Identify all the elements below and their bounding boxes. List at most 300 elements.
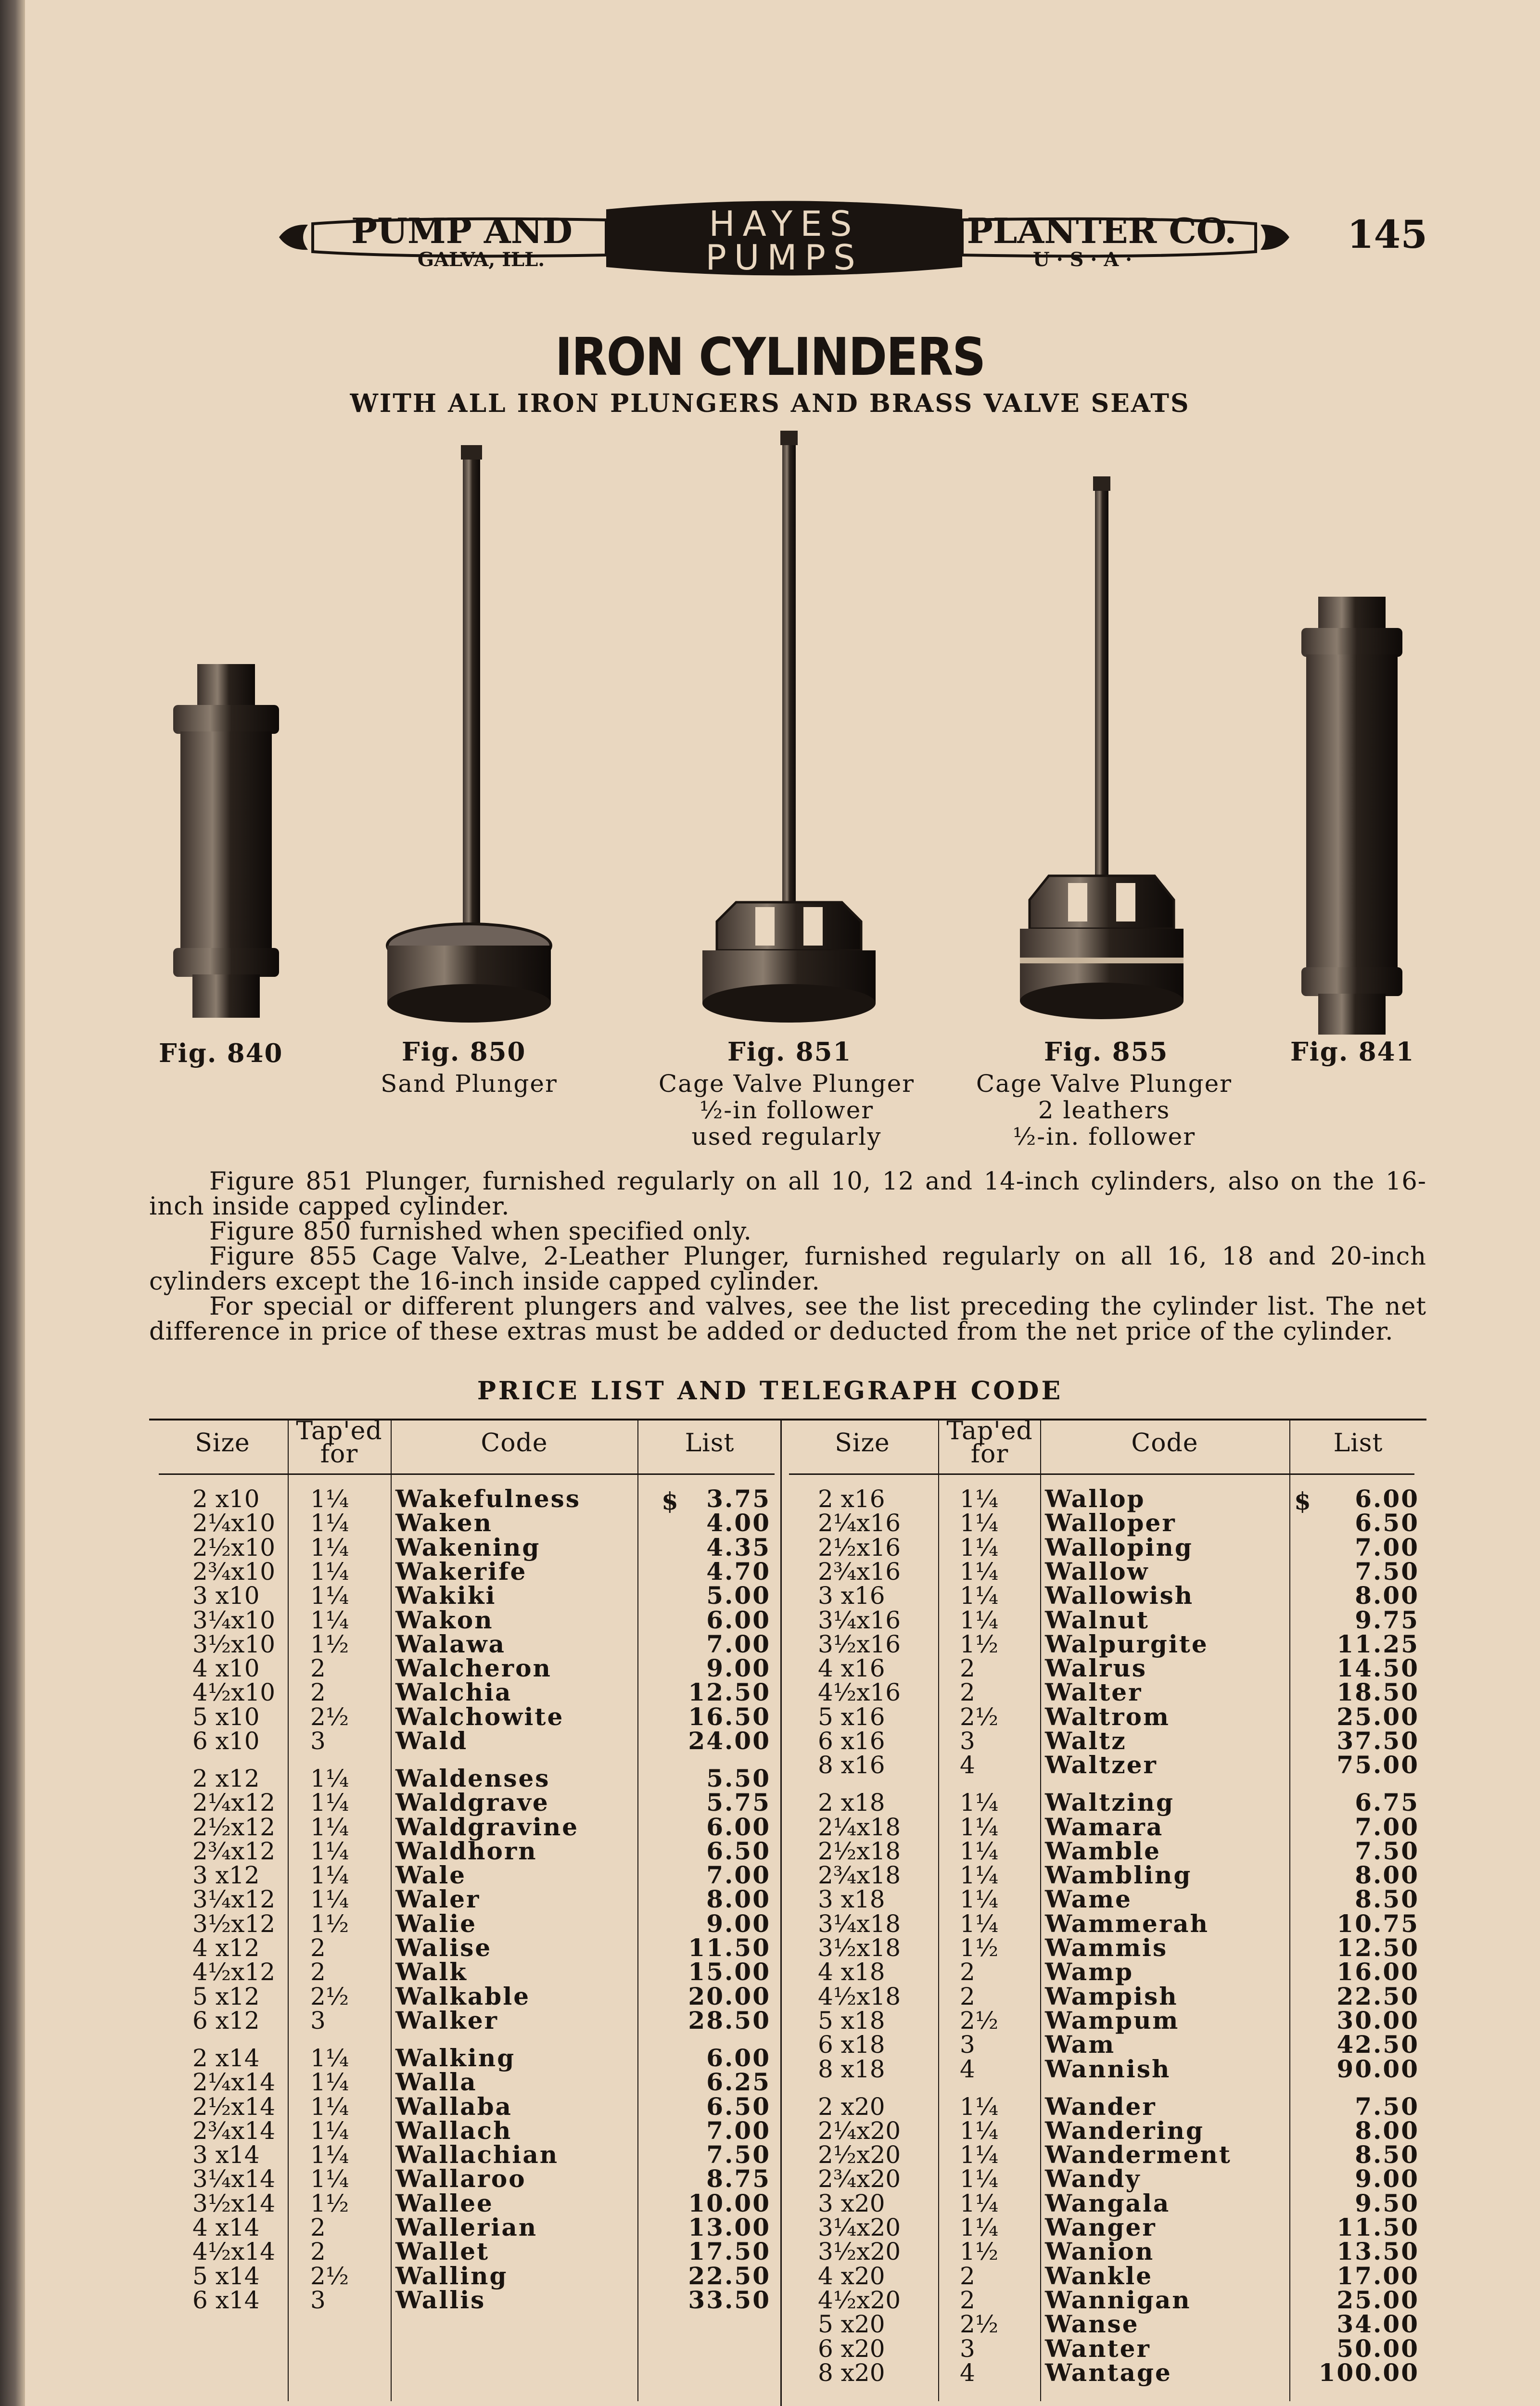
cell-tap: 1½: [310, 1910, 349, 1938]
cell-list: 34.00: [1336, 2310, 1419, 2338]
cell-tap: 1¼: [960, 1789, 999, 1817]
cell-tap: 3: [310, 2007, 326, 2035]
cell-code: Wankle: [1045, 2262, 1153, 2290]
cell-size: 6 x16: [818, 1727, 885, 1755]
cell-tap: 3: [960, 2031, 975, 2059]
table-center-divider: [780, 1420, 782, 2406]
cell-size: 2 x18: [818, 1789, 885, 1817]
cell-tap: 2½: [960, 2007, 999, 2035]
cell-size: 2¼x16: [818, 1509, 901, 1537]
cell-tap: 1¼: [960, 2214, 999, 2241]
cell-code: Wakiki: [395, 1581, 496, 1610]
cell-list: 100.00: [1318, 2358, 1419, 2387]
fig-855-label: Fig. 855: [1044, 1037, 1169, 1067]
cell-size: 2½x14: [192, 2093, 276, 2121]
cell-size: 2½x18: [818, 1837, 901, 1865]
cell-size: 4½x20: [818, 2286, 901, 2314]
cell-code: Wannish: [1045, 2055, 1171, 2083]
cell-list: 25.00: [1336, 1702, 1419, 1731]
cell-tap: 1½: [960, 1630, 999, 1658]
cell-code: Wakerife: [395, 1557, 527, 1586]
cell-size: 5 x14: [192, 2262, 260, 2290]
cell-list: 22.50: [688, 2262, 771, 2290]
cell-list: 6.00: [706, 1813, 771, 1841]
cell-size: 4 x10: [192, 1654, 260, 1682]
cell-tap: 1¼: [310, 1813, 349, 1841]
cell-size: 3¼x18: [818, 1910, 901, 1938]
cell-size: 2¾x12: [192, 1837, 276, 1865]
cell-list: 9.75: [1355, 1606, 1419, 1634]
cell-tap: 1½: [960, 1934, 999, 1962]
cell-tap: 1½: [960, 2238, 999, 2265]
fig-855-description: [960, 1071, 1248, 1150]
cell-code: Wander: [1045, 2092, 1157, 2121]
cell-tap: 1¼: [960, 1534, 999, 1561]
fig-840-cylinder-illustration: [154, 659, 298, 1039]
header-tapped-right-line-1: Tap'ed: [946, 1417, 1033, 1446]
header-tapped-right-line-2: for: [970, 1440, 1009, 1469]
cell-code: Wale: [395, 1861, 467, 1889]
cell-list: 16.00: [1336, 1958, 1419, 1986]
cell-list: 9.50: [1355, 2189, 1419, 2217]
cell-size: 2 x10: [192, 1485, 260, 1513]
cell-code: Walter: [1045, 1678, 1143, 1706]
cell-tap: 2½: [310, 2262, 349, 2290]
cell-tap: 2½: [960, 1703, 999, 1731]
fig-855-desc-line-3: ½-in. follower: [1012, 1123, 1196, 1151]
cell-code: Wammis: [1045, 1933, 1168, 1962]
cell-tap: 2: [960, 1654, 975, 1682]
cell-size: 5 x18: [818, 2007, 885, 2035]
cell-size: 2¼x12: [192, 1789, 276, 1817]
cell-code: Wampish: [1045, 1982, 1178, 2010]
cell-code: Wanion: [1045, 2237, 1155, 2265]
cell-list: 7.50: [1355, 1557, 1419, 1586]
cell-tap: 1½: [310, 2189, 349, 2217]
cell-tap: 1¼: [310, 1765, 349, 1792]
fig-841-cylinder-illustration: [1280, 592, 1424, 1039]
cell-list: 7.00: [706, 2116, 771, 2145]
cell-tap: 1¼: [310, 2068, 349, 2096]
cell-tap: 2½: [310, 1703, 349, 1731]
col-rule-left-2: [391, 1420, 392, 2401]
cell-code: Wandy: [1045, 2164, 1141, 2193]
cell-code: Wallop: [1045, 1485, 1145, 1513]
cell-list: 5.00: [706, 1581, 771, 1610]
cell-tap: 1¼: [310, 1509, 349, 1537]
cell-size: 3 x18: [818, 1885, 885, 1913]
cell-tap: 1¼: [310, 1534, 349, 1561]
cell-code: Walkable: [395, 1982, 531, 2010]
cell-list: 9.00: [706, 1909, 771, 1938]
fig-851-desc-line-3: used regularly: [691, 1123, 882, 1151]
cell-list: 17.00: [1336, 2262, 1419, 2290]
cell-size: 4 x14: [192, 2214, 260, 2241]
cell-code: Walrus: [1045, 1654, 1147, 1682]
fig-851-desc-line-1: Cage Valve Plunger: [658, 1070, 915, 1098]
cell-list: 10.75: [1336, 1909, 1419, 1938]
cell-code: Wannigan: [1045, 2286, 1191, 2314]
cell-size: 2 x20: [818, 2093, 885, 2121]
cell-code: Wakening: [395, 1533, 541, 1561]
fig-855-desc-line-1: Cage Valve Plunger: [976, 1070, 1233, 1098]
fig-851-label: Fig. 851: [727, 1037, 852, 1067]
header-size-right: Size: [835, 1429, 890, 1458]
cell-tap: 1¼: [310, 1606, 349, 1634]
header-list-left: List: [685, 1429, 735, 1458]
cell-list: 30.00: [1336, 2006, 1419, 2035]
cell-list: 4.70: [706, 1557, 771, 1586]
cell-size: 4 x18: [818, 1958, 885, 1986]
cell-size: 3 x10: [192, 1582, 260, 1610]
cell-tap: 1½: [310, 1630, 349, 1658]
cell-code: Waler: [395, 1885, 481, 1913]
cell-code: Wald: [395, 1727, 468, 1755]
fig-851-cage-valve-plunger-illustration: [698, 431, 880, 1030]
col-rule-right-2: [1040, 1420, 1041, 2401]
cell-tap: 1¼: [310, 1558, 349, 1586]
table-header-rule-left: [159, 1473, 775, 1475]
page-title: IRON CYLINDERS: [555, 327, 985, 387]
cell-code: Waltzing: [1045, 1788, 1174, 1817]
cell-tap: 2: [310, 1958, 326, 1986]
cell-size: 3½x20: [818, 2238, 901, 2265]
cell-tap: 3: [310, 2286, 326, 2314]
banner-right-country: U · S · A ·: [1032, 248, 1133, 271]
cell-code: Wallaroo: [395, 2164, 526, 2193]
cell-size: 4½x12: [192, 1958, 276, 1986]
cell-code: Walchowite: [395, 1702, 564, 1731]
cell-code: Wampum: [1045, 2006, 1180, 2035]
cell-list: 6.50: [706, 2092, 771, 2121]
cell-list: 8.50: [1355, 1885, 1419, 1913]
cell-code: Waltrom: [1045, 1702, 1170, 1731]
cell-tap: 1¼: [310, 2044, 349, 2072]
cell-list: 11.50: [688, 1933, 771, 1962]
cell-code: Wantage: [1045, 2358, 1172, 2387]
cell-size: 2¾x20: [818, 2165, 901, 2193]
cell-size: 3¼x16: [818, 1606, 901, 1634]
fig-850-label: Fig. 850: [402, 1037, 526, 1067]
cell-list: 90.00: [1336, 2055, 1419, 2083]
cell-list: 33.50: [688, 2286, 771, 2314]
cell-list: 42.50: [1336, 2030, 1419, 2059]
cell-code: Walk: [395, 1958, 468, 1986]
cell-tap: 2½: [310, 1983, 349, 2010]
cell-tap: 4: [960, 1751, 975, 1779]
cell-size: 4 x20: [818, 2262, 885, 2290]
cell-size: 5 x16: [818, 1703, 885, 1731]
cell-list: 8.00: [1355, 2116, 1419, 2145]
cell-code: Wallee: [395, 2189, 494, 2217]
cell-list: 24.00: [688, 1727, 771, 1755]
cell-list: 10.00: [688, 2189, 771, 2217]
banner-center-top: HAYES: [709, 204, 860, 244]
cell-tap: 2: [960, 1678, 975, 1706]
cell-code: Wammerah: [1045, 1909, 1209, 1938]
cell-size: 5 x10: [192, 1703, 260, 1731]
cell-list: 9.00: [706, 1654, 771, 1682]
cell-size: 5 x20: [818, 2310, 885, 2338]
cell-code: Wallowish: [1045, 1581, 1194, 1610]
cell-size: 2½x10: [192, 1534, 276, 1561]
cell-size: 3¼x14: [192, 2165, 276, 2193]
cell-size: 3 x16: [818, 1582, 885, 1610]
cell-list: 8.00: [706, 1885, 771, 1913]
cell-list: 6.00: [706, 1606, 771, 1634]
cell-list: 7.50: [706, 2140, 771, 2169]
cell-list: 8.00: [1355, 1861, 1419, 1889]
cell-list: 9.00: [1355, 2164, 1419, 2193]
banner-left-city: GALVA, ILL.: [417, 248, 545, 271]
cell-code: Waltz: [1045, 1727, 1127, 1755]
header-tapped-left-line-2: for: [320, 1440, 358, 1469]
cell-tap: 1¼: [960, 2093, 999, 2121]
page-number: 145: [1347, 212, 1427, 257]
cell-list: 16.50: [688, 1702, 771, 1731]
cell-tap: 2: [960, 1983, 975, 2010]
cell-code: Wandering: [1045, 2116, 1204, 2145]
cell-code: Walie: [395, 1909, 477, 1938]
cell-list: 6.75: [1355, 1788, 1419, 1817]
cell-code: Walloping: [1045, 1533, 1193, 1561]
cell-list: 8.75: [706, 2164, 771, 2193]
cell-list: 6.25: [706, 2068, 771, 2096]
fig-850-sand-plunger-illustration: [380, 445, 558, 1030]
cell-list: 13.50: [1336, 2237, 1419, 2265]
cell-code: Walking: [395, 2044, 516, 2072]
fig-850-description: [366, 1071, 573, 1097]
cell-size: 8 x20: [818, 2359, 885, 2387]
cell-list: 22.50: [1336, 1982, 1419, 2010]
cell-size: 2 x14: [192, 2044, 260, 2072]
cell-code: Walpurgite: [1045, 1630, 1209, 1658]
fig-840-label: Fig. 840: [159, 1038, 283, 1068]
cell-list: 28.50: [688, 2006, 771, 2035]
cell-list: 3.75: [706, 1485, 771, 1513]
cell-size: 3½x12: [192, 1910, 276, 1938]
cell-list: 17.50: [688, 2237, 771, 2265]
cell-list: 8.50: [1355, 2140, 1419, 2169]
cell-code: Wallet: [395, 2237, 490, 2265]
cell-list: 13.00: [688, 2213, 771, 2241]
cell-size: 3½x18: [818, 1934, 901, 1962]
cell-list: 11.50: [1336, 2213, 1419, 2241]
cell-list: 6.00: [1355, 1485, 1419, 1513]
cell-code: Wallerian: [395, 2213, 538, 2241]
cell-code: Wanger: [1045, 2213, 1157, 2241]
cell-tap: 1¼: [310, 2141, 349, 2169]
cell-code: Wambling: [1045, 1861, 1192, 1889]
cell-tap: 3: [960, 2335, 975, 2363]
cell-code: Wame: [1045, 1885, 1132, 1913]
cell-list: 4.35: [706, 1533, 771, 1561]
cell-size: 3½x14: [192, 2189, 276, 2217]
price-list-title: PRICE LIST AND TELEGRAPH CODE: [477, 1376, 1063, 1406]
cell-list: 6.00: [706, 2044, 771, 2072]
page-subtitle: WITH ALL IRON PLUNGERS AND BRASS VALVE SEATS: [350, 389, 1190, 418]
fig-841-label: Fig. 841: [1290, 1037, 1415, 1067]
cell-size: 2¼x20: [818, 2117, 901, 2145]
cell-size: 3¼x12: [192, 1885, 276, 1913]
cell-tap: 2½: [960, 2310, 999, 2338]
banner-right-name: PLANTER CO.: [967, 210, 1237, 251]
cell-size: 6 x12: [192, 2007, 260, 2035]
cell-list: 5.50: [706, 1764, 771, 1792]
cell-size: 4½x16: [818, 1678, 901, 1706]
cell-size: 6 x20: [818, 2335, 885, 2363]
cell-code: Walise: [395, 1933, 492, 1962]
cell-code: Waldgravine: [395, 1813, 579, 1841]
cell-size: 3¼x10: [192, 1606, 276, 1634]
cell-list: 7.00: [1355, 1533, 1419, 1561]
cell-size: 3 x14: [192, 2141, 260, 2169]
cell-size: 4 x16: [818, 1654, 885, 1682]
cell-size: 6 x14: [192, 2286, 260, 2314]
cell-tap: 1¼: [960, 1582, 999, 1610]
cell-list: 6.50: [706, 1837, 771, 1865]
col-rule-left-3: [637, 1420, 638, 2401]
cell-tap: 2: [310, 1654, 326, 1682]
cell-size: 6 x10: [192, 1727, 260, 1755]
cell-tap: 1¼: [960, 1606, 999, 1634]
cell-list: 50.00: [1336, 2334, 1419, 2363]
cell-tap: 1¼: [960, 1910, 999, 1938]
cell-list: 8.00: [1355, 1581, 1419, 1610]
header-tapped-right: [939, 1417, 1040, 1469]
note-special-plungers: For special or different plungers and valves, see the list preceding the cylinder list. The net difference in price of these extras must be added or deducted from the net price of the cylinder.: [149, 1293, 1426, 1346]
cell-tap: 1¼: [960, 1485, 999, 1513]
cell-size: 2¾x14: [192, 2117, 276, 2145]
cell-size: 6 x18: [818, 2031, 885, 2059]
cell-code: Walling: [395, 2262, 508, 2290]
cell-size: 2¾x16: [818, 1558, 901, 1586]
cell-code: Wanter: [1045, 2334, 1151, 2363]
cell-tap: 2: [960, 2262, 975, 2290]
header-code-left: Code: [481, 1429, 548, 1458]
cell-tap: 2: [960, 2286, 975, 2314]
cell-size: 3 x12: [192, 1861, 260, 1889]
col-rule-right-3: [1289, 1420, 1290, 2401]
cell-list: 12.50: [688, 1678, 771, 1706]
cell-code: Wamp: [1045, 1958, 1134, 1986]
cell-code: Wallach: [395, 2116, 512, 2145]
header-tapped-left: [289, 1417, 390, 1469]
cell-code: Walchia: [395, 1678, 512, 1706]
cell-list: 7.50: [1355, 1837, 1419, 1865]
cell-tap: 2: [310, 2214, 326, 2241]
cell-list: 7.50: [1355, 2092, 1419, 2121]
cell-tap: 1¼: [310, 2165, 349, 2193]
cell-tap: 4: [960, 2055, 975, 2083]
cell-list: 25.00: [1336, 2286, 1419, 2314]
cell-code: Walnut: [1045, 1606, 1149, 1634]
note-figure-855: Figure 855 Cage Valve, 2-Leather Plunger, furnished regularly on all 16, 18 and 20-inch cylinders except the 16-inch inside capped cylinder.: [149, 1242, 1426, 1296]
cell-tap: 1¼: [960, 1509, 999, 1537]
cell-code: Waltzer: [1045, 1751, 1158, 1779]
fig-855-desc-line-2: 2 leathers: [1038, 1096, 1171, 1124]
cell-size: 4 x12: [192, 1934, 260, 1962]
fig-851-description: [642, 1071, 931, 1150]
cell-tap: 1¼: [310, 1485, 349, 1513]
cell-list: 7.00: [706, 1861, 771, 1889]
cell-tap: 2: [310, 2238, 326, 2265]
cell-tap: 2: [310, 1934, 326, 1962]
cell-code: Wamara: [1045, 1813, 1164, 1841]
cell-code: Waldenses: [395, 1764, 550, 1792]
currency-symbol-right: $: [1294, 1487, 1311, 1515]
cell-list: 14.50: [1336, 1654, 1419, 1682]
cell-size: 2¼x10: [192, 1509, 276, 1537]
cell-code: Walla: [395, 2068, 477, 2096]
cell-tap: 1¼: [960, 1885, 999, 1913]
cell-code: Waldgrave: [395, 1788, 549, 1817]
cell-size: 2¾x18: [818, 1861, 901, 1889]
cell-size: 2½x20: [818, 2141, 901, 2169]
cell-size: 3 x20: [818, 2189, 885, 2217]
cell-size: 2¾x10: [192, 1558, 276, 1586]
cell-list: 11.25: [1336, 1630, 1419, 1658]
cell-tap: 1¼: [310, 1885, 349, 1913]
cell-code: Waken: [395, 1509, 493, 1537]
cell-code: Walcheron: [395, 1654, 552, 1682]
cell-code: Waldhorn: [395, 1837, 537, 1865]
cell-code: Wallaba: [395, 2092, 512, 2121]
cell-tap: 2: [960, 1958, 975, 1986]
cell-size: 8 x18: [818, 2055, 885, 2083]
cell-size: 2 x12: [192, 1765, 260, 1792]
cell-size: 3¼x20: [818, 2214, 901, 2241]
cell-code: Wamble: [1045, 1837, 1161, 1865]
cell-size: 4½x18: [818, 1983, 901, 2010]
cell-code: Wam: [1045, 2030, 1116, 2059]
col-rule-left-1: [288, 1420, 289, 2401]
note-figure-850: Figure 850 furnished when specified only.: [209, 1217, 752, 1246]
cell-code: Wangala: [1045, 2189, 1171, 2217]
cell-list: 4.00: [706, 1509, 771, 1537]
cell-tap: 1¼: [310, 2093, 349, 2121]
cell-tap: 3: [310, 1727, 326, 1755]
cell-list: 37.50: [1336, 1727, 1419, 1755]
fig-855-cage-valve-plunger-illustration: [1010, 476, 1193, 1030]
cell-tap: 2: [310, 1678, 326, 1706]
cell-tap: 3: [960, 1727, 975, 1755]
cell-list: 7.00: [1355, 1813, 1419, 1841]
col-rule-right-1: [938, 1420, 939, 2401]
banner-center-bottom: PUMPS: [705, 237, 863, 278]
cell-tap: 1¼: [960, 1861, 999, 1889]
cell-list: 12.50: [1336, 1933, 1419, 1962]
cell-list: 6.50: [1355, 1509, 1419, 1537]
cell-tap: 1¼: [310, 1837, 349, 1865]
cell-size: 4½x10: [192, 1678, 276, 1706]
cell-size: 2¼x18: [818, 1813, 901, 1841]
cell-tap: 4: [960, 2359, 975, 2387]
cell-list: 7.00: [706, 1630, 771, 1658]
cell-code: Walker: [395, 2006, 498, 2035]
table-header-rule-right: [789, 1473, 1414, 1475]
cell-code: Wallachian: [395, 2140, 559, 2169]
cell-list: 20.00: [688, 1982, 771, 2010]
cell-code: Wakefulness: [395, 1485, 581, 1513]
header-code-right: Code: [1131, 1429, 1198, 1458]
cell-size: 5 x12: [192, 1983, 260, 2010]
cell-size: 2½x16: [818, 1534, 901, 1561]
cell-size: 4½x14: [192, 2238, 276, 2265]
notes-section: [149, 1169, 1426, 1344]
cell-size: 2½x12: [192, 1813, 276, 1841]
cell-code: Wakon: [395, 1606, 494, 1634]
